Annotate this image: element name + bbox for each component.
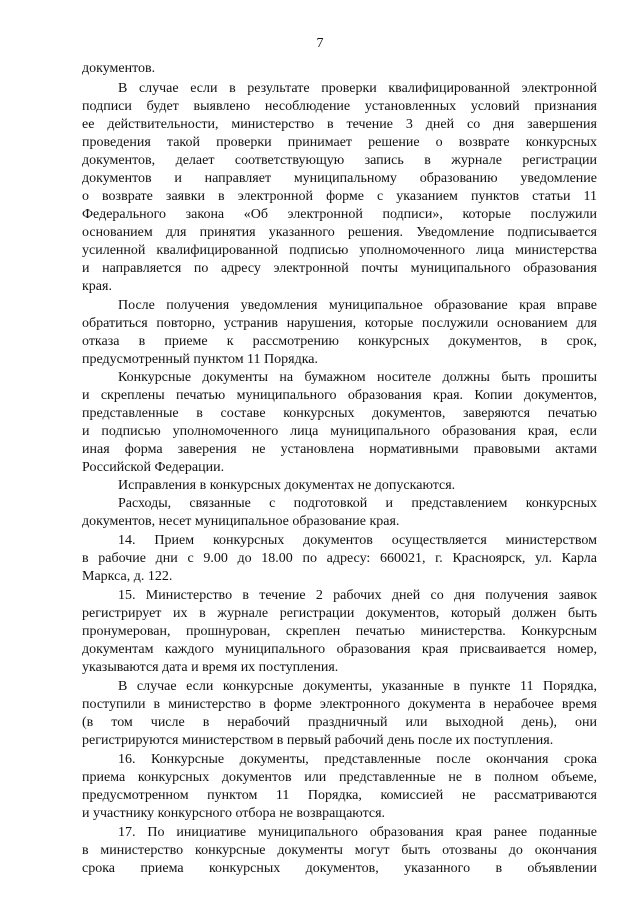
text-line: подписи будет выявлено несоблюдение установленных условий признания bbox=[82, 99, 597, 114]
text-line: (в том числе в нерабочий праздничный или выходной день), они bbox=[82, 715, 597, 730]
text-line: Маркса, д. 122. bbox=[82, 569, 173, 584]
text-line: 15. Министерство в течение 2 рабочих дней со дня получения заявок bbox=[118, 588, 597, 603]
text-line: в министерство конкурсные документы могут быть отозваны до окончания bbox=[82, 843, 597, 858]
text-line: 14. Прием конкурсных документов осуществляется министерством bbox=[118, 533, 597, 548]
text-line: регистрируются министерством в первый рабочий день после их поступления. bbox=[82, 733, 554, 748]
text-line: документов и направляет муниципальному образованию уведомление bbox=[82, 171, 597, 186]
text-line: и участнику конкурсного отбора не возвращаются. bbox=[82, 806, 386, 821]
text-line: иная форма заверения не установлена нормативными правовыми актами bbox=[82, 442, 597, 457]
text-line: пронумерован, прошнурован, скреплен печатью министерства. Конкурсным bbox=[82, 624, 597, 639]
text-line: В случае если в результате проверки квалифицированной электронной bbox=[118, 81, 597, 96]
text-line: Исправления в конкурсных документах не допускаются. bbox=[118, 478, 456, 493]
text-line: приема конкурсных документов или представленные не в полном объеме, bbox=[82, 770, 597, 785]
text-line: обратиться повторно, устранив нарушения, которые послужили основанием для bbox=[82, 316, 597, 331]
text-line: представленные в составе конкурсных документов, заверяются печатью bbox=[82, 406, 597, 421]
text-line: После получения уведомления муниципальное образование края вправе bbox=[118, 298, 597, 313]
text-line: документов, делает соответствующую запись в журнале регистрации bbox=[82, 153, 597, 168]
text-line: и направляется по адресу электронной почты муниципального образования bbox=[82, 261, 597, 276]
text-line: документов, несет муниципальное образование края. bbox=[82, 514, 400, 529]
text-line: поступили в министерство в форме электронного документа в нерабочее время bbox=[82, 697, 597, 712]
text-line: предусмотренном пунктом 11 Порядка, комиссией не рассматриваются bbox=[82, 788, 597, 803]
text-line: 16. Конкурсные документы, представленные после окончания срока bbox=[118, 752, 597, 767]
text-line: В случае если конкурсные документы, указанные в пункте 11 Порядка, bbox=[118, 679, 597, 694]
text-line: Конкурсные документы на бумажном носителе должны быть прошиты bbox=[118, 370, 597, 385]
text-line: ее действительности, министерство в течение 3 дней со дня завершения bbox=[82, 117, 597, 132]
text-line: документам каждого муниципального образования края присваивается номер, bbox=[82, 642, 597, 657]
page-number: 7 bbox=[316, 36, 324, 51]
text-line: документов. bbox=[82, 61, 156, 76]
text-line: о возврате заявки в электронной форме с указанием пунктов статьи 11 bbox=[82, 189, 597, 204]
text-line: регистрирует их в журнале регистрации документов, который должен быть bbox=[82, 606, 597, 621]
text-line: указываются дата и время их поступления. bbox=[82, 660, 339, 675]
text-line: 17. По инициативе муниципального образования края ранее поданные bbox=[118, 825, 597, 840]
text-line: усиленной квалифицированной подписью уполномоченного лица министерства bbox=[82, 243, 597, 258]
text-line: срока приема конкурсных документов, указанного в объявлении bbox=[82, 861, 597, 876]
text-line: Федерального закона «Об электронной подписи», которые послужили bbox=[82, 207, 597, 222]
text-line: и скреплены печатью муниципального образования края. Копии документов, bbox=[82, 388, 597, 403]
text-line: Расходы, связанные с подготовкой и представлением конкурсных bbox=[118, 496, 597, 511]
text-line: основанием для принятия указанного решения. Уведомление подписывается bbox=[82, 225, 597, 240]
text-line: предусмотренный пунктом 11 Порядка. bbox=[82, 352, 319, 367]
text-line: и подписью уполномоченного лица муниципального образования края, если bbox=[82, 424, 597, 439]
text-line: Российской Федерации. bbox=[82, 460, 225, 475]
text-line: проведения такой проверки принимает решение о возврате конкурсных bbox=[82, 135, 597, 150]
text-line: края. bbox=[82, 279, 112, 294]
text-line: отказа в приеме к рассмотрению конкурсных документов, в срок, bbox=[82, 334, 597, 349]
text-line: в рабочие дни с 9.00 до 18.00 по адресу: 660021, г. Красноярск, ул. Карла bbox=[82, 551, 597, 566]
